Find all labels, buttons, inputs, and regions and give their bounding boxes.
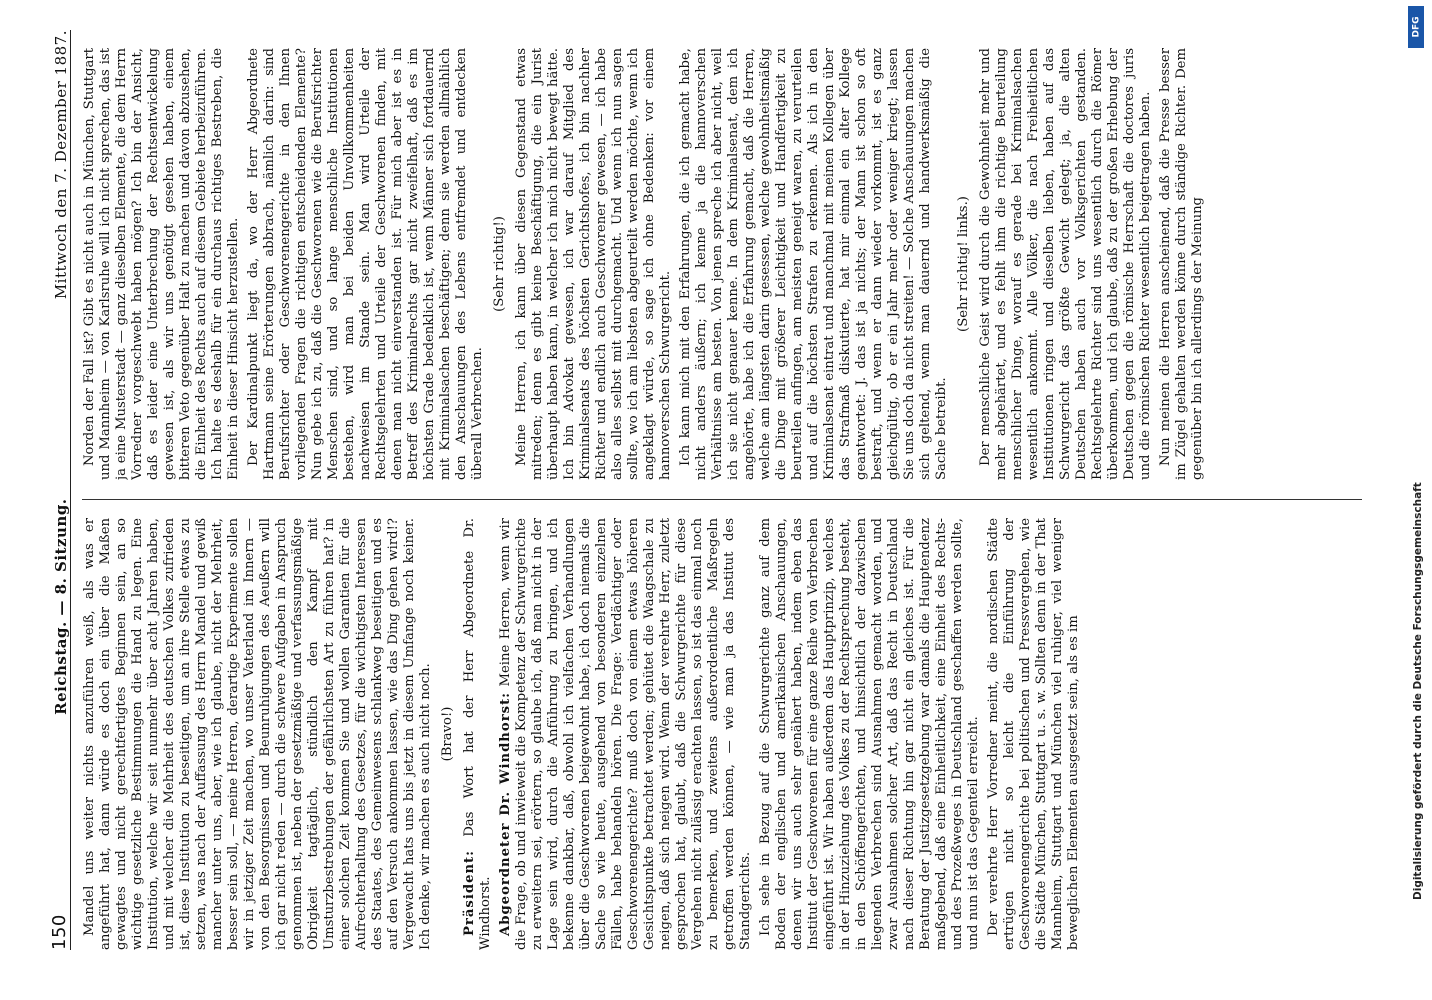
paragraph: Meine Herren, ich kann über diesen Gegenstand etwas mitreden; denn es gibt keine Beschäftigung, die ein Jurist überhaupt haben kann, in welcher ich mich nicht bewegt hätte. Ich bin Advokat gewesen, ich war darauf Mitglied des Kriminalsenats des höchsten Gerichtshofes, ich bin nachher Richter und endlich auch Geschworener gewesen, — ich habe also alles selbst mit durchgemacht. Und wenn ich nun sagen sollte, wo ich am liebsten abgeurteilt werden möchte, wenn ich angeklagt würde, so sage ich ohne Bedenken: vor einem hannoverschen Schwurgericht. bbox=[514, 48, 673, 480]
paragraph: Norden der Fall ist? Gibt es nicht auch in München, Stuttgart und Mannheim — von Karlsruhe will ich nicht sprechen, das ist ja eine Musterstadt — ganz dieselben Elemente, die dem Herrn Vorredner vorgeschwebt haben mögen? Ich bin der Ansicht, daß es leider eine Unterbrechung der Rechtsentwickelung gewesen ist, als wir uns genötigt gesehen haben, einem bitteren Veto gegenüber Halt zu machen und davon abzusehen, die Einheit des Rechts auch auf diesem Gebiete herbeizuführen. Ich halte es deshalb für ein durchaus richtiges Bestreben, die Einheit in dieser Hinsicht herzustellen. bbox=[82, 48, 241, 480]
paragraph: Der Kardinalpunkt liegt da, wo der Herr Abgeordnete Hartmann seine Erörterungen abbrach, nämlich darin: sind Berufsrichter oder Geschworenengerichte in den Ihnen vorliegenden Fragen die richtigen entscheidenden Elemente? Nun gebe ich zu, daß die Geschworenen wie die Berufsrichter Menschen sind, und so lange menschliche Institutionen bestehen, wird man bei beiden Unvollkommenheiten nachweisen im Stande sein. Man wird Urteile der Rechtsgelehrten und Urteile der Geschworenen finden, mit denen man nicht einverstanden ist. Für mich aber ist es in Betreff des Kriminalrechts gar nicht zweifelhaft, daß es im höchsten Grade bedenklich ist, wenn Männer sich fortdauernd mit Kriminalsachen beschäftigen; denn sie werden allmählich den Anschauungen des Lebens entfremdet und entdecken überall Verbrechen. bbox=[246, 48, 485, 480]
president-text: Das Wort hat der Herr Abgeordnete Dr. Windhorst. bbox=[462, 518, 493, 950]
session-date: Mittwoch den 7. Dezember 1887. bbox=[52, 30, 70, 300]
session-title: Reichstag. — 8. Sitzung. bbox=[52, 498, 70, 715]
paragraph: Ich sehe in Bezug auf die Schwurgerichte ganz auf dem Boden der englischen und amerikanischen Anschauungen, denen wir uns auch sehr genähert haben, indem eben das Institut der Geschworenen für eine ganze Reihe von Verbrechen eingeführt ist. Wir haben außerdem das Hauptprinzip, welches in der Hinzuziehung des Volkes zu der Rechtsprechung besteht, in den Schöffengerichten, und hinsichtlich der dazwischen liegenden Verbrechen sind Ausnahmen gemacht worden, und zwar Ausnahmen solcher Art, daß das Recht in Deutschland nach dieser Richtung hin gar nicht ein gleiches ist. Für die Beratung der Justizgesetzgebung war damals die Hauptendenz maßgebend, daß eine Einheitlichkeit, eine Einheit des Rechts- und des Prozeßweges in Deutschland geschaffen werden sollte, und nun ist das Gegenteil erreicht. bbox=[758, 518, 981, 950]
dfg-logo: DFG bbox=[1408, 6, 1424, 48]
speaker-label: Abgeordneter Dr. Windhorst: bbox=[498, 691, 513, 936]
speaker-label: Präsident: bbox=[462, 849, 477, 936]
rotated-page-content bbox=[40, 30, 1380, 950]
speech-windhorst bbox=[498, 518, 754, 950]
left-column bbox=[82, 518, 1362, 950]
right-column bbox=[82, 48, 1362, 480]
paragraph: Ich kann mich mit den Erfahrungen, die ich gemacht habe, nicht anders äußern; ich kenne ja die hannoverschen Verhältnisse am besten. Von jenen spreche ich aber nicht, weil ich sie nicht genauer kenne. In dem Kriminalsenat, dem ich angehörte, habe ich die Erfahrung gemacht, daß die Herren, welche am längsten darin gesessen, welche gewohnheitsmäßig die Dinge mit größerer Leichtigkeit und Handfertigkeit zu beurteilen anfingen, am meisten geneigt waren, zu verurteilen und auf die höchsten Strafen zu erkennen. Als ich in den Kriminalsenat eintrat und manchmal mit meinen Kollegen über das Strafmaß diskutierte, hat mir einmal ein alter Kollege geantwortet: J. das ist ja nichts; der Mann ist schon so oft bestraft, und wenn er dann wieder vorkommt, ist es ganz gleichgültig, ob er ein Jahr mehr oder weniger kriegt; lassen Sie uns doch da nicht streiten! — Solche Anschauungen machen sich geltend, wenn man dauernd und handwerksmäßig die Sache betreibt. bbox=[678, 48, 949, 480]
paragraph: Nun meinen die Herren anscheinend, daß die Presse besser im Zügel gehalten werden könne durch ständige Richter. Dem gegenüber bin ich allerdings der Meinung bbox=[1158, 48, 1205, 480]
applause-note: (Bravo!) bbox=[440, 706, 455, 762]
president-remark bbox=[462, 518, 494, 950]
column-divider bbox=[82, 499, 1362, 500]
paragraph: Mandel uns weiter nichts anzuführen weiß, als was er angeführt hat, dann würde es doch ein über die Maßen gewagtes und nicht gerechtfertigtes Beginnen sein, an so wichtige gesetzliche Bestimmungen die Hand zu legen. Eine Institution, welche wir seit nunmehr über acht Jahren haben, und mit welcher die Mehrheit des deutschen Volkes zufrieden ist, diese Institution zu beseitigen, um an ihre Stelle etwas zu setzen, was nach der Auffassung des Herrn Mandel und gewiß mancher unter uns, aber, wie ich glaube, nicht der Mehrheit, besser sein soll, — meine Herren, derartige Experimente sollen wir in jetziger Zeit machen, wo unser Vaterland im Innern — von den Besorgnissen und Beunruhigungen des Aeußern will ich gar nicht reden — durch die schwere Aufgaben in Anspruch genommen ist, neben der gesetzmäßige und verfassungsmäßige Obrigkeit tagtäglich, stündlich den Kampf mit Umsturzbestrebungen der gefährlichsten Art zu führen hat? in einer solchen Zeit kommen Sie und wollen Garantien für die Aufrechterhaltung des Gesetzes, für die wichtigsten Interessen des Staates, des Gemeinwesens schlankweg beseitigen und es auf den Versuch ankommen lassen, wie das Ding gehen wird!? Vergewacht hats uns bis jetzt in diesem Umfange noch keiner. Ich denke, wir machen es auch nicht noch. bbox=[82, 518, 433, 950]
approval-note: (Sehr richtig!) bbox=[492, 216, 507, 312]
digitization-credit: Digitalisierung gefördert durch die Deutsche Forschungsgemeinschaft bbox=[1412, 482, 1424, 900]
page-number: 150 bbox=[49, 914, 70, 950]
speech-text: Meine Herren, wenn wir die Frage, ob und inwieweit die Kompetenz der Schwurgerichte zu erweitern sei, erörtern, so glaube ich, daß man nicht in der Lage sein wird, durch die Anführung zu bringen, und ich bekenne dankbar, daß, obwohl ich vielfachen Verhandlungen über die Geschworenen beigewohnt habe, ich doch niemals die Sache so wie heute, ausgehend von besonderen einzelnen Fällen, habe behandeln hören. Die Frage: Verdächtiger oder Geschworenengerichte? muß doch von einem etwas höheren Gesichtspunkte betrachtet werden; gehütet die Waagschale zu neigen, daß sich neigen wird. Wenn der verehrte Herr, zuletzt gesprochen hat, glaubt, daß die Schwurgerichte für diese Vergehen nicht zulässig erachten lassen, so ist das einmal noch zu bemerken, und zweitens außerordentliche Maßregeln getroffen werden können, — wie man ja das Institut des Standgerichts. bbox=[498, 518, 753, 950]
paragraph: Der verehrte Herr Vorredner meint, die nordischen Städte ertrügen nicht so leicht die Einführung der Geschworenengerichte bei politischen und Pressvergehen, wie die Städte München, Stuttgart u. s. w. Sollten denn in der That Mannheim, Stuttgart und München viel ruhiger, viel weniger beweglichen Elementen ausgesetzt sein, als es im bbox=[986, 518, 1081, 950]
approval-note: (Sehr richtig! links.) bbox=[956, 196, 971, 332]
page-header bbox=[40, 30, 71, 950]
paragraph: Der menschliche Geist wird durch die Gewohnheit mehr und mehr abgehärtet, und es fehlt ihm die richtige Beurteilung menschlicher Dinge, worauf es gerade bei Kriminalsachen wesentlich ankommt. Alle Völker, die nach Freiheitlichen Institutionen ringen und dieselben lieben, haben auf das Schwurgericht das größte Gewicht gelegt; ja, die alten Deutschen haben auch vor Volksgerichten gestanden. Rechtsgelehrte Richter sind uns wesentlich durch die Römer überkommen, und ich glaube, daß zu der großen Erhebung der Deutschen gegen die römische Herrschaft die doctores juris und die römischen Richter wesentlich beigetragen haben. bbox=[978, 48, 1153, 480]
digitization-sidebar bbox=[1402, 0, 1430, 1000]
